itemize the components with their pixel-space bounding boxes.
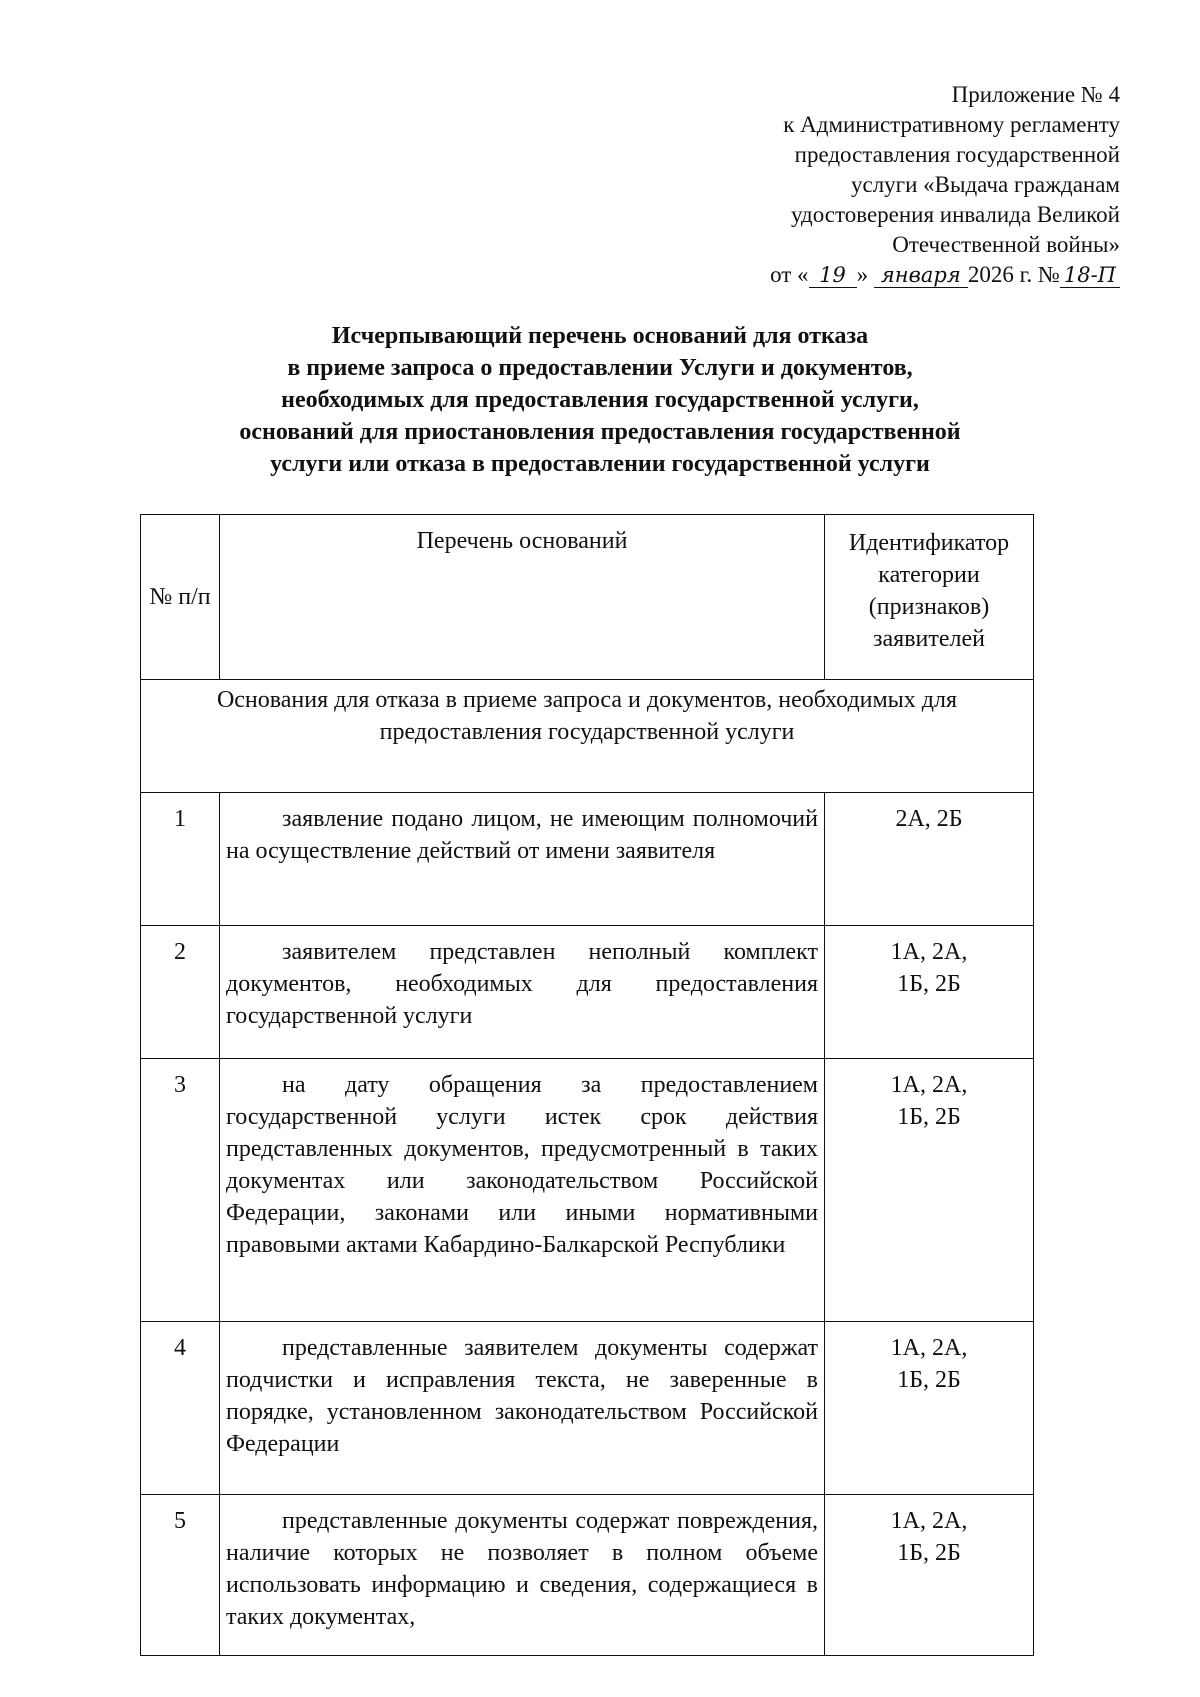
row-num: 4	[141, 1322, 220, 1495]
appendix-date-line	[600, 260, 1120, 290]
row-text: на дату обращения за предоставлением государственной услуги истек срок действия представленных документов, предусмотренный в таких документах или законодательством Российской Федерации, законами или иными нормативными правовыми актами Кабардино-Балкарской Республики	[220, 1059, 825, 1322]
row-num: 3	[141, 1059, 220, 1322]
row-id-line: 1Б, 2Б	[897, 971, 961, 997]
row-num: 1	[141, 793, 220, 926]
appendix-line: к Административному регламенту	[783, 112, 1120, 137]
title-line: услуги или отказа в предоставлении государственной услуги	[270, 451, 930, 477]
header-id: Идентификатор категории (признаков) заявителей	[825, 515, 1034, 680]
row-text: заявление подано лицом, не имеющим полномочий на осуществление действий от имени заявителя	[220, 793, 825, 926]
handwritten-doc-number: 18-П	[1060, 263, 1120, 288]
row-num: 2	[141, 926, 220, 1059]
document-title	[100, 320, 1100, 480]
row-id-line: 1Б, 2Б	[897, 1104, 961, 1130]
table-header-row	[141, 515, 1034, 680]
row-id-line: 1А, 2А,	[890, 939, 968, 965]
date-year: 2026 г. №	[967, 262, 1060, 287]
title-line: оснований для приостановления предоставления государственной	[239, 419, 961, 445]
title-line: необходимых для предоставления государственной услуги,	[281, 387, 919, 413]
title-line: в приеме запроса о предоставлении Услуги и документов,	[287, 355, 913, 381]
table-row	[141, 926, 1034, 1059]
appendix-header	[600, 80, 1120, 290]
section-row	[141, 680, 1034, 793]
row-id-line: 1А, 2А,	[890, 1072, 968, 1098]
handwritten-month: января	[874, 263, 968, 288]
title-line: Исчерпывающий перечень оснований для отказа	[331, 323, 869, 349]
header-text: Перечень оснований	[220, 515, 825, 680]
row-id	[825, 1059, 1034, 1322]
date-mid: »	[856, 262, 869, 287]
appendix-line: удостоверения инвалида Великой	[790, 202, 1120, 227]
row-id-line: 1Б, 2Б	[897, 1367, 961, 1393]
row-text: представленные заявителем документы содержат подчистки и исправления текста, не заверенные в порядке, установленном законодательством Российской Федерации	[220, 1322, 825, 1495]
row-text: представленные документы содержат повреждения, наличие которых не позволяет в полном объеме использовать информацию и сведения, содержащиеся в таких документах,	[220, 1495, 825, 1656]
handwritten-day: 19	[809, 263, 857, 288]
row-id	[825, 1495, 1034, 1656]
appendix-line: Приложение № 4	[951, 82, 1120, 107]
appendix-line: услуги «Выдача гражданам	[850, 172, 1120, 197]
row-id	[825, 926, 1034, 1059]
row-id	[825, 1322, 1034, 1495]
appendix-line: Отечественной войны»	[892, 232, 1120, 257]
grounds-table	[140, 514, 1034, 1656]
table-row	[141, 1495, 1034, 1656]
row-id-line: 1А, 2А,	[890, 1508, 968, 1534]
row-id-line: 1Б, 2Б	[897, 1540, 961, 1566]
section-title: Основания для отказа в приеме запроса и документов, необходимых для предоставления государственной услуги	[141, 680, 1034, 793]
date-prefix: от «	[770, 262, 809, 287]
row-id	[825, 793, 1034, 926]
row-text: заявителем представлен неполный комплект документов, необходимых для предоставления государственной услуги	[220, 926, 825, 1059]
table-row	[141, 1322, 1034, 1495]
row-id-line: 2А, 2Б	[895, 806, 963, 832]
table-row	[141, 1059, 1034, 1322]
table-row	[141, 793, 1034, 926]
header-num: № п/п	[141, 515, 220, 680]
row-num: 5	[141, 1495, 220, 1656]
appendix-line: предоставления государственной	[794, 142, 1120, 167]
row-id-line: 1А, 2А,	[890, 1335, 968, 1361]
